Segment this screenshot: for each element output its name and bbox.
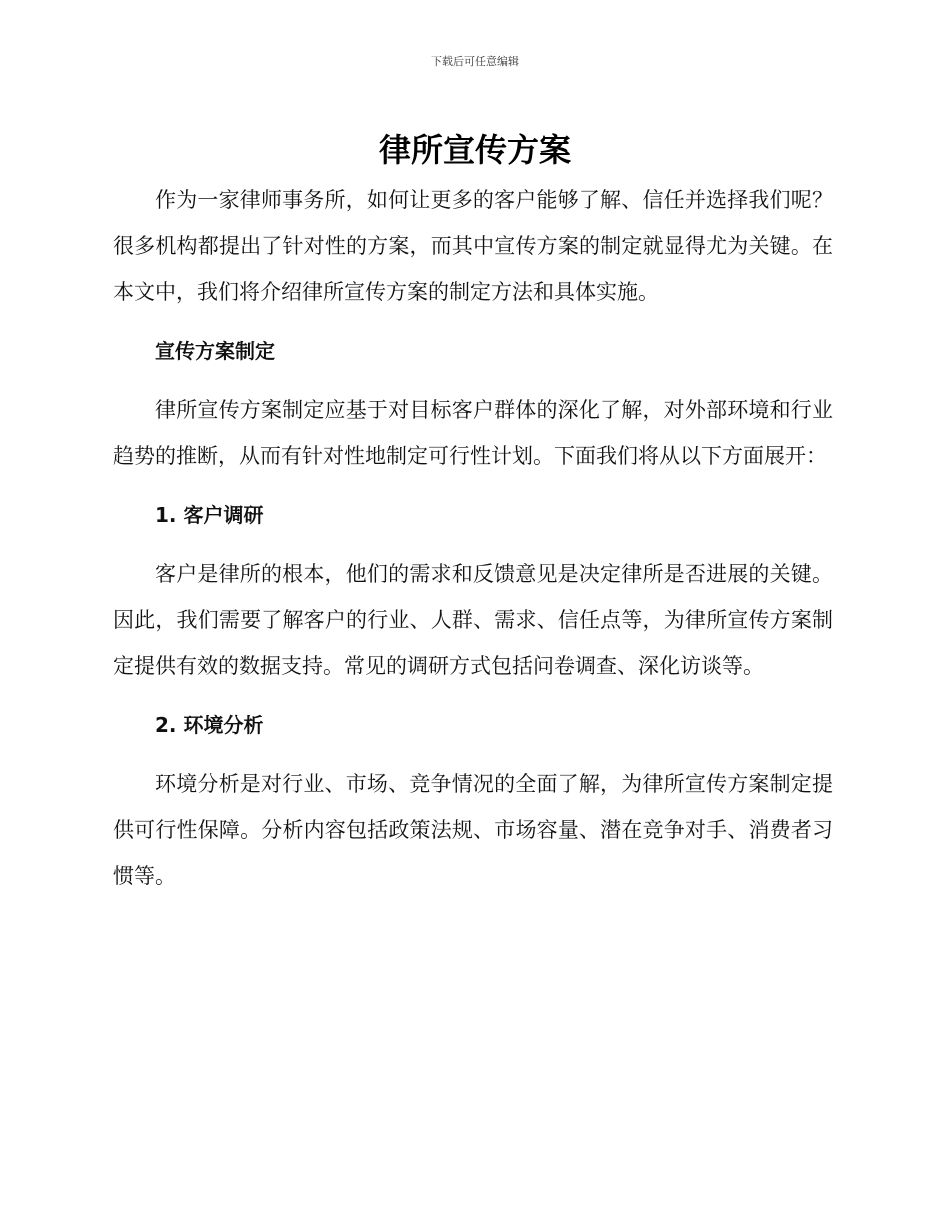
- heading-environment-analysis: 2. 环境分析: [155, 713, 264, 737]
- header-note: 下载后可任意编辑: [431, 55, 519, 68]
- plan-paragraph: 律所宣传方案制定应基于对目标客户群体的深化了解，对外部环境和行业趋势的推断，从而有针对性地制定可行性计划。下面我们将从以下方面展开：: [113, 398, 833, 468]
- heading-plan: 宣传方案制定: [155, 339, 275, 363]
- intro-paragraph: 作为一家律师事务所，如何让更多的客户能够了解、信任并选择我们呢？很多机构都提出了针对性的方案，而其中宣传方案的制定就显得尤为关键。在本文中，我们将介绍律所宣传方案的制定方法和具体实施。: [113, 188, 833, 304]
- heading-customer-research: 1. 客户调研: [155, 503, 264, 527]
- document-title: 律所宣传方案: [378, 131, 571, 169]
- customer-research-paragraph: 客户是律所的根本，他们的需求和反馈意见是决定律所是否进展的关键。因此，我们需要了解客户的行业、人群、需求、信任点等，为律所宣传方案制定提供有效的数据支持。常见的调研方式包括问卷调查、深化访谈等。: [113, 562, 833, 678]
- environment-analysis-paragraph: 环境分析是对行业、市场、竞争情况的全面了解，为律所宣传方案制定提供可行性保障。分析内容包括政策法规、市场容量、潜在竞争对手、消费者习惯等。: [113, 772, 833, 888]
- document-body: [113, 177, 833, 899]
